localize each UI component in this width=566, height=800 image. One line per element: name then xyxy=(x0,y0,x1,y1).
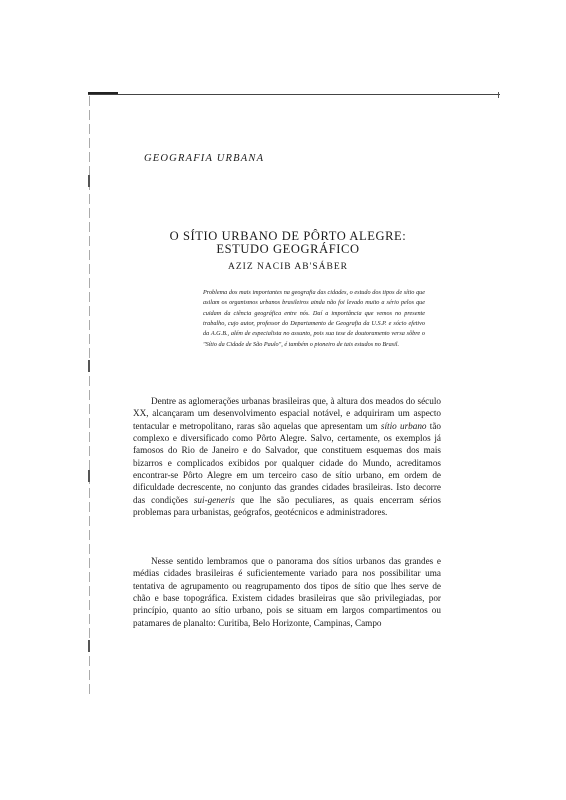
paragraph-text: que lhe são peculiares, as quais encerram sérios problemas para urbanistas, geógrafos, geotécnicos e administradores. xyxy=(133,494,441,518)
section-heading: GEOGRAFIA URBANA xyxy=(144,153,265,164)
article-title-line-1: O SÍTIO URBANO DE PÔRTO ALEGRE: xyxy=(169,229,407,243)
author-name: AZIZ NACIB AB'SÁBER xyxy=(228,262,348,272)
scan-edge-mark xyxy=(498,92,499,98)
scan-top-edge xyxy=(88,94,500,95)
article-title-line-2: ESTUDO GEOGRÁFICO xyxy=(216,242,360,256)
paragraph-text: tão complexo e diversificado como Pôrto Alegre. Salvo, certamente, os exemplos já famosos do Rio de Janeiro e do Salvador, que constituem esquemas dos mais bizarros e complicados exibidos por qualquer cidade do Mundo, acreditamos encontrar-se Pôrto Alegre em um terceiro caso de sítio urbano, em ordem de dificuldade decrescente, no conjunto das grandes cidades brasileiras. Isto decorre das condições xyxy=(133,420,441,505)
emphasis-term: sui-generis xyxy=(193,494,235,505)
body-paragraph-2: Nesse sentido lembramos que o panorama dos sítios urbanos das grandes e médias cidades brasileiras é suficientemente variado para nos possibilitar uma tentativa de agrupamento ou reagrupamento dos tipos de sítio que lhes serve de chão e base topográfica. Existem cidades brasileiras que são privilegiadas, por princípio, quanto ao sítio urbano, pois se situam em largos compartimentos ou patamares de planalto: Curitiba, Belo Horizonte, Campinas, Campo xyxy=(133,556,441,628)
paragraph-text: Dentre as aglomerações urbanas brasileiras que, à altura dos meados do século XX, alcançaram um desenvolvimento espacial notável, e adquiriram um aspecto tentacular e metropolitano, raras são aquelas que apresentam um xyxy=(133,396,441,431)
body-paragraph-1 xyxy=(133,395,441,518)
editorial-abstract: Problema dos mais importantes na geografia das cidades, o estudo dos tipos de sítio que asilam os organismos urbanos brasileiros ainda não foi levado muito a sério pelos que cuidam da ciência geográfica entre nós. Daí a importância que vemos no presente trabalho, cujo autor, professor do Departamento de Geografia da U.S.P. e sócio efetivo da A.G.B., além de especialista no assunto, pois sua tese de doutoramento versa sôbre o "Sítio da Cidade de São Paulo", é também o pioneiro de tais estudos no Brasil. xyxy=(203,289,425,348)
emphasis-term: sítio urbano xyxy=(380,420,427,431)
article-title xyxy=(130,230,446,256)
